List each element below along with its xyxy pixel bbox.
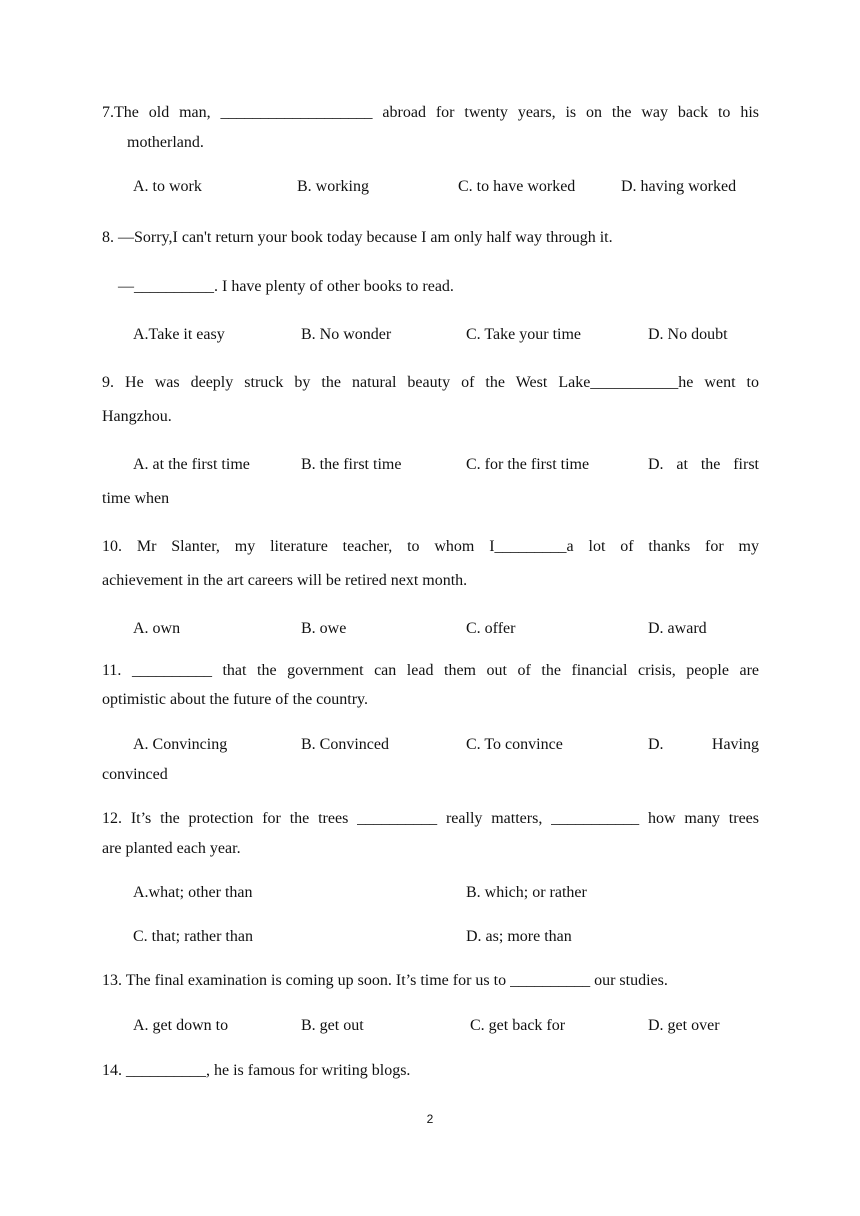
question-8-option-a: A.Take it easy xyxy=(133,326,225,343)
question-13-option-b: B. get out xyxy=(301,1017,364,1034)
question-11-stem-line-2: optimistic about the future of the country. xyxy=(102,691,369,708)
question-13-stem-line-1: 13. The final examination is coming up soon. It’s time for us to __________ our studies. xyxy=(102,972,668,989)
question-7-option-b: B. working xyxy=(297,178,369,195)
question-14-stem-line-1: 14. __________, he is famous for writing blogs. xyxy=(102,1062,411,1079)
question-8-option-c: C. Take your time xyxy=(466,326,582,343)
question-12-stem-line-2: are planted each year. xyxy=(102,840,241,857)
question-10-stem-line-1: 10. Mr Slanter, my literature teacher, to whom I_________a lot of thanks for my xyxy=(102,538,759,555)
question-13-option-a: A. get down to xyxy=(133,1017,229,1034)
question-11-option-c: C. To convince xyxy=(466,736,563,753)
question-10-option-c: C. offer xyxy=(466,620,516,637)
question-13-option-c: C. get back for xyxy=(470,1017,566,1034)
question-12-option-c: C. that; rather than xyxy=(133,928,253,945)
question-13-option-d: D. get over xyxy=(648,1017,720,1034)
question-12-option-a: A.what; other than xyxy=(133,884,253,901)
question-7-stem-line-1: 7.The old man, ___________________ abroad for twenty years, is on the way back to his xyxy=(102,104,759,121)
question-10-option-b: B. owe xyxy=(301,620,347,637)
question-10-option-d: D. award xyxy=(648,620,707,637)
question-8-stem-line-1: 8. —Sorry,I can't return your book today because I am only half way through it. xyxy=(102,229,613,246)
question-9-option-d-wrap: time when xyxy=(102,490,170,507)
question-10-stem-line-2: achievement in the art careers will be retired next month. xyxy=(102,572,468,589)
question-11-stem-line-1: 11. __________ that the government can lead them out of the financial crisis, people are xyxy=(102,662,759,679)
question-11-option-d-wrap: convinced xyxy=(102,766,168,783)
question-12-stem-line-1: 12. It’s the protection for the trees __________ really matters, ___________ how many trees xyxy=(102,810,759,827)
question-9-option-d: D. at the first xyxy=(648,456,759,473)
question-8-option-b: B. No wonder xyxy=(301,326,392,343)
question-9-option-c: C. for the first time xyxy=(466,456,590,473)
question-12-option-d: D. as; more than xyxy=(466,928,572,945)
question-11-option-d: D. Having xyxy=(648,736,759,753)
question-11-option-a: A. Convincing xyxy=(133,736,228,753)
question-10-option-a: A. own xyxy=(133,620,181,637)
question-9-option-b: B. the first time xyxy=(301,456,402,473)
question-7-option-c: C. to have worked xyxy=(458,178,576,195)
question-8-stem-line-2: —__________. I have plenty of other books to read. xyxy=(118,278,454,295)
question-9-option-a: A. at the first time xyxy=(133,456,250,473)
question-7-option-a: A. to work xyxy=(133,178,202,195)
question-7-option-d: D. having worked xyxy=(621,178,737,195)
question-12-option-b: B. which; or rather xyxy=(466,884,587,901)
question-9-stem-line-1: 9. He was deeply struck by the natural beauty of the West Lake___________he went to xyxy=(102,374,759,391)
question-9-stem-line-2: Hangzhou. xyxy=(102,408,172,425)
page-number: 2 xyxy=(426,1112,434,1126)
question-11-option-b: B. Convinced xyxy=(301,736,389,753)
question-8-option-d: D. No doubt xyxy=(648,326,728,343)
question-7-stem-line-2: motherland. xyxy=(127,134,204,151)
